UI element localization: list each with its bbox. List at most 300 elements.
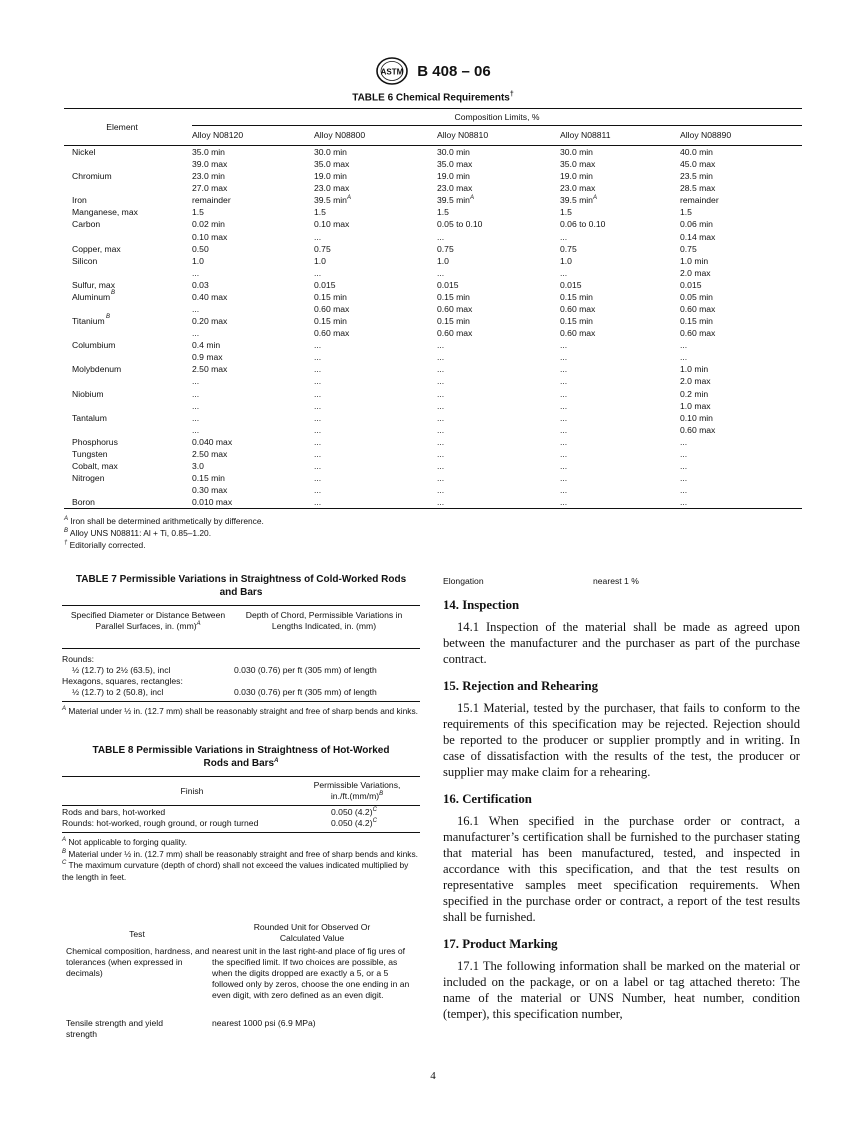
header-text: Specified Diameter or Distance Between Parallel Surfaces, in. (mm) [70, 610, 226, 631]
composition-cell [437, 448, 444, 460]
table7-value: 0.030 (0.76) per ft (305 mm) of length [234, 687, 377, 697]
composition-cell [680, 424, 715, 436]
cell-value: 0.75 [314, 243, 331, 254]
cell-value: ... [680, 448, 688, 459]
cell-value: ... [437, 231, 445, 242]
table7-title: TABLE 7 Permissible Variations in Straightness of Cold-Worked Rods and Bars [75, 574, 407, 598]
cell-value: 35.0 max [314, 159, 350, 170]
composition-cell [680, 170, 713, 182]
section-heading: 15. Rejection and Rehearing [443, 679, 598, 693]
table8-finish: Rods and bars, hot-worked [62, 807, 166, 817]
composition-cell [314, 448, 321, 460]
table7 [62, 573, 420, 718]
cell-value: ... [192, 328, 200, 339]
table-row [64, 158, 802, 170]
rounding-test: Tensile strength and yield strength [66, 1018, 163, 1039]
cell-value: ... [680, 340, 688, 351]
table7-header [62, 605, 420, 649]
cell-value: ... [314, 412, 322, 423]
cell-value: 0.20 max [192, 316, 228, 327]
cell-value: 0.15 min [437, 291, 470, 302]
cell-value: 1.0 [314, 255, 326, 266]
table7-col1-header [66, 610, 230, 632]
cell-value: 0.60 max [437, 304, 473, 315]
composition-cell [192, 412, 199, 424]
table-row [64, 375, 802, 387]
element-name: Iron [72, 195, 87, 206]
cell-value: ... [192, 376, 200, 387]
composition-cell [314, 363, 321, 375]
cell-value: 0.015 [437, 279, 459, 290]
table8-title [62, 744, 420, 770]
page-header [0, 56, 866, 86]
table-row [64, 303, 802, 315]
cell-value: ... [437, 352, 445, 363]
composition-cell [192, 243, 209, 255]
table-row [64, 484, 802, 496]
table-row [64, 339, 802, 351]
composition-cell [192, 170, 225, 182]
section-paragraph: 14.1 Inspection of the material shall be made as agreed upon between the manufacturer and the purchaser as part of the purchase contract. [443, 620, 800, 666]
element-name: Nitrogen [72, 473, 105, 484]
table-row [64, 267, 802, 279]
table-row [64, 279, 802, 291]
value-text: 0.050 (4.2) [331, 818, 373, 828]
composition-cell [560, 218, 605, 230]
cell-value: 0.15 min [314, 316, 347, 327]
composition-cell [314, 388, 321, 400]
cell-value: 1.0 min [680, 364, 709, 375]
cell-value: 1.0 [560, 255, 572, 266]
table8-col1-header: Finish [180, 786, 204, 796]
composition-cell [437, 327, 472, 339]
composition-cell [192, 231, 227, 243]
table8-value [331, 807, 377, 818]
composition-cell [437, 424, 444, 436]
composition-cell [437, 351, 444, 363]
cell-value: 0.60 max [680, 328, 716, 339]
cell-value: 30.0 min [560, 147, 593, 157]
cell-value: 1.5 [437, 207, 449, 218]
composition-cell [192, 339, 220, 351]
cell-value: 35.0 max [437, 159, 473, 170]
composition-cell [192, 255, 204, 267]
element-column-header: Element [106, 122, 138, 132]
composition-cell [314, 146, 347, 158]
table6-header [64, 109, 802, 146]
composition-header: Composition Limits, % [192, 110, 802, 126]
composition-cell [560, 496, 567, 508]
footnote-text: Editorially corrected. [67, 540, 146, 550]
cell-value: 23.0 max [560, 183, 596, 194]
footnote-mark: A [469, 195, 474, 202]
cell-value: 1.5 [192, 207, 204, 218]
cell-value: ... [437, 461, 445, 472]
element-name: Cobalt, max [72, 461, 118, 472]
composition-cell [437, 339, 444, 351]
cell-value: 35.0 min [192, 147, 225, 157]
composition-cell [680, 448, 687, 460]
composition-cell [314, 436, 321, 448]
cell-value: 39.5 min [560, 195, 593, 206]
composition-cell [680, 388, 708, 400]
composition-cell [680, 279, 702, 291]
cell-value: ... [314, 267, 322, 278]
rounding-value: nearest unit in the last right-and place of fig ures of the specified limit. If two choices are possible, as when the digits dropped are exactly a 5, or a 5 followed only by zeros, choose the one ending in an even digit, with zero defined as an even digit. [212, 946, 410, 1000]
cell-value: 0.9 max [192, 352, 223, 363]
cell-value: 0.02 min [192, 219, 225, 230]
composition-cell [314, 279, 336, 291]
composition-cell [560, 303, 595, 315]
composition-cell [560, 206, 572, 218]
composition-cell [680, 375, 711, 387]
cell-value: ... [560, 412, 568, 423]
cell-value: ... [192, 304, 200, 315]
cell-value: ... [560, 473, 568, 484]
rounding-test: Elongation [443, 576, 484, 586]
composition-cell [192, 436, 232, 448]
composition-cell [314, 375, 321, 387]
cell-value: ... [437, 388, 445, 399]
composition-cell [680, 327, 715, 339]
cell-value: 19.0 min [437, 171, 470, 182]
table8-note [62, 849, 420, 861]
cell-value: 0.60 max [314, 304, 350, 315]
element-name: Tungsten [72, 448, 108, 459]
composition-cell [437, 303, 472, 315]
composition-cell [314, 339, 321, 351]
composition-cell [192, 182, 227, 194]
composition-cell [680, 460, 687, 472]
cell-value: ... [560, 448, 568, 459]
cell-value: ... [314, 352, 322, 363]
footnote-mark: C [62, 860, 67, 866]
composition-cell [437, 412, 444, 424]
cell-value: ... [560, 400, 568, 411]
cell-value: ... [680, 473, 688, 484]
composition-cell [314, 400, 321, 412]
cell-value: ... [680, 461, 688, 472]
table8-value [331, 818, 377, 829]
composition-cell [192, 303, 199, 315]
cell-value: 23.5 min [680, 171, 713, 182]
table-row [64, 206, 802, 218]
composition-cell [437, 218, 482, 230]
cell-value: 23.0 min [192, 171, 225, 182]
footnote-mark: † [64, 540, 68, 546]
cell-value: 0.60 max [680, 304, 716, 315]
rounding-col1-header: Test [129, 929, 145, 939]
cell-value: 40.0 min [680, 147, 713, 157]
cell-value: ... [437, 376, 445, 387]
cell-value: 1.0 [192, 255, 204, 266]
cell-value: 27.0 max [192, 183, 228, 194]
composition-cell [680, 243, 697, 255]
cell-value: ... [560, 436, 568, 447]
composition-cell [560, 412, 567, 424]
table-row [64, 194, 802, 206]
rounding-value: nearest 1 % [593, 576, 639, 586]
composition-cell [192, 194, 231, 206]
cell-value: 28.5 max [680, 183, 716, 194]
section-paragraph: 17.1 The following information shall be marked on the material or included on the package, or on a label or tag attached thereto: The name of the material or UNS Number, heat number, condition (temper), this specification number, [443, 959, 800, 1021]
composition-cell [680, 182, 715, 194]
composition-cell [437, 182, 472, 194]
table-row [64, 400, 802, 412]
table7-col2-header: Depth of Chord, Permissible Variations in Lengths Indicated, in. (mm) [245, 610, 403, 631]
table-row [64, 182, 802, 194]
cell-value: ... [680, 436, 688, 447]
composition-cell [437, 255, 449, 267]
cell-value: 0.15 min [560, 316, 593, 327]
cell-value: 1.5 [314, 207, 326, 218]
cell-value: 0.15 min [437, 316, 470, 327]
footnote-mark: A [64, 516, 69, 522]
composition-cell [437, 267, 444, 279]
cell-value: ... [560, 497, 568, 508]
cell-value: ... [437, 473, 445, 484]
cell-value: 0.30 max [192, 485, 228, 496]
table-row [64, 327, 802, 339]
cell-value: ... [314, 231, 322, 242]
cell-value: ... [560, 485, 568, 496]
alloy-header: Alloy N08811 [560, 130, 611, 140]
composition-cell [680, 206, 692, 218]
cell-value: 45.0 max [680, 159, 716, 170]
cell-value: ... [314, 400, 322, 411]
cell-value: ... [314, 448, 322, 459]
composition-cell [192, 267, 199, 279]
composition-cell [680, 412, 713, 424]
cell-value: ... [314, 340, 322, 351]
composition-cell [192, 315, 227, 327]
composition-cell [192, 400, 199, 412]
astm-logo-icon [375, 56, 409, 86]
composition-cell [192, 472, 225, 484]
cell-value: 2.0 max [680, 376, 711, 387]
composition-cell [314, 291, 347, 303]
composition-cell [680, 363, 708, 375]
cell-value: 0.015 [560, 279, 582, 290]
footnote-mark: A [274, 758, 279, 764]
footnote-mark: B [64, 528, 69, 534]
composition-cell [437, 472, 444, 484]
composition-cell [680, 303, 715, 315]
composition-cell [680, 267, 711, 279]
section-heading: 16. Certification [443, 792, 532, 806]
element-name: Carbon [72, 219, 101, 230]
cell-value: ... [560, 267, 568, 278]
composition-cell [680, 484, 687, 496]
cell-value: ... [560, 376, 568, 387]
composition-cell [314, 472, 321, 484]
table6-note [64, 527, 264, 539]
composition-cell [680, 400, 711, 412]
cell-value: 0.2 min [680, 388, 709, 399]
table-row [64, 231, 802, 243]
section-paragraph: 16.1 When specified in the purchase order or contract, a manufacturer’s certification shall be furnished to the purchaser stating that material has been manufactured, tested, and inspected in accordance with this specification, and that the test results on representative samples meet specification requirements. When specified in the purchase order or contract, a report of the test results shall be furnished. [443, 814, 800, 924]
cell-value: 2.50 max [192, 364, 228, 375]
table6 [64, 108, 802, 509]
cell-value: 0.15 min [680, 316, 713, 327]
cell-value: 0.015 [314, 279, 336, 290]
alloy-header: Alloy N08800 [314, 130, 366, 140]
composition-cell [560, 255, 572, 267]
element-name: Boron [72, 497, 95, 508]
composition-cell [314, 351, 321, 363]
cell-value: ... [314, 424, 322, 435]
table8-header [62, 776, 420, 806]
alloy-header: Alloy N08890 [680, 130, 732, 140]
composition-cell [314, 194, 351, 206]
cell-value: 19.0 min [560, 171, 593, 182]
composition-cell [437, 279, 459, 291]
composition-cell [192, 279, 209, 291]
cell-value: 23.0 max [314, 183, 350, 194]
element-name: Sulfur, max [72, 279, 115, 290]
composition-cell [680, 255, 708, 267]
cell-value: 39.5 min [314, 195, 347, 206]
cell-value: ... [437, 412, 445, 423]
composition-cell [437, 206, 449, 218]
composition-cell [560, 267, 567, 279]
element-name: Tantalum [72, 412, 107, 423]
cell-value: ... [437, 424, 445, 435]
element-name: Silicon [72, 255, 98, 266]
cell-value: ... [437, 364, 445, 375]
cell-value: 0.40 max [192, 291, 228, 302]
element-name: Titanium [72, 316, 105, 327]
cell-value: ... [680, 497, 688, 508]
element-name: Manganese, max [72, 207, 138, 218]
composition-cell [437, 400, 444, 412]
cell-value: 0.03 [192, 279, 209, 290]
table-row [64, 363, 802, 375]
composition-cell [560, 291, 593, 303]
rounding-row-elongation [443, 572, 800, 586]
table-row [64, 243, 802, 255]
cell-value: 39.0 max [192, 159, 228, 170]
cell-value: 0.10 max [314, 219, 350, 230]
cell-value: 0.60 max [437, 328, 473, 339]
composition-cell [437, 436, 444, 448]
composition-cell [192, 375, 199, 387]
composition-cell [314, 182, 349, 194]
table-row [64, 351, 802, 363]
composition-cell [437, 291, 470, 303]
cell-value: ... [437, 400, 445, 411]
cell-value: 0.06 to 0.10 [560, 219, 606, 230]
page-number: 4 [430, 1070, 436, 1082]
table-row [64, 436, 802, 448]
table-row [64, 255, 802, 267]
cell-value: ... [680, 352, 688, 363]
table8-finish: Rounds: hot-worked, rough ground, or rough turned [62, 818, 259, 828]
cell-value: 23.0 max [437, 183, 473, 194]
composition-cell [560, 363, 567, 375]
table-row [64, 496, 802, 508]
composition-cell [314, 243, 331, 255]
composition-cell [437, 194, 474, 206]
composition-cell [192, 218, 225, 230]
composition-cell [437, 170, 470, 182]
cell-value: ... [192, 424, 200, 435]
composition-cell [560, 436, 567, 448]
element-name: Nickel [72, 147, 96, 157]
cell-value: 2.50 max [192, 448, 228, 459]
composition-cell [437, 315, 470, 327]
composition-cell [437, 375, 444, 387]
cell-value: 0.60 max [314, 328, 350, 339]
table8-body [62, 806, 420, 830]
footnote-text: Material under ½ in. (12.7 mm) shall be reasonably straight and free of sharp bends and kinks. [66, 706, 418, 716]
header-text-unit [292, 791, 422, 802]
cell-value: 0.60 max [560, 304, 596, 315]
table7-size: ½ (12.7) to 2½ (63.5), incl [72, 665, 171, 675]
cell-value: ... [192, 400, 200, 411]
composition-cell [314, 327, 349, 339]
composition-cell [560, 400, 567, 412]
cell-value: 39.5 min [437, 195, 470, 206]
composition-cell [314, 267, 321, 279]
cell-value: 0.05 to 0.10 [437, 219, 483, 230]
cell-value: ... [192, 267, 200, 278]
element-name: Aluminum [72, 291, 111, 302]
table-row [64, 146, 802, 158]
cell-value: 0.4 min [192, 340, 221, 351]
cell-value: ... [437, 497, 445, 508]
section-paragraph: 15.1 Material, tested by the purchaser, that fails to conform to the requirements of this specification may be rejected. Rejection should be reported to the producer or supplier promptly and in writing. In case of dissatisfaction with the results of the test, the producer or supplier may make claim for a rehearing. [443, 701, 800, 779]
composition-cell [560, 472, 567, 484]
cell-value: ... [314, 485, 322, 496]
table8-col2-header [292, 780, 422, 802]
right-column [443, 572, 800, 1022]
composition-cell [560, 158, 595, 170]
title-text: TABLE 8 Permissible Variations in Straightness of Hot-Worked Rods and Bars [92, 745, 390, 769]
composition-cell [192, 351, 223, 363]
cell-value: 0.10 min [680, 412, 713, 423]
standard-designation: B 408 – 06 [417, 62, 491, 80]
cell-value: 0.60 max [560, 328, 596, 339]
footnote-text: Alloy UNS N08811: Al + Ti, 0.85–1.20. [68, 528, 212, 538]
table-row: Titanium B 0.20 max 0.15 min 0.15 min 0.15 min 0.15 min [72, 314, 713, 327]
footnote-text: Iron shall be determined arithmetically by difference. [68, 516, 264, 526]
cell-value: 3.0 [192, 461, 204, 472]
cell-value: ... [314, 473, 322, 484]
cell-value: ... [314, 388, 322, 399]
cell-value: 19.0 min [314, 171, 347, 182]
composition-cell [314, 424, 321, 436]
composition-cell [560, 279, 582, 291]
rounding-col2-header: Rounded Unit for Observed Or Calculated Value [253, 922, 371, 943]
cell-value: 2.0 max [680, 267, 711, 278]
composition-cell [680, 158, 715, 170]
composition-cell [192, 158, 227, 170]
composition-cell [314, 484, 321, 496]
cell-value: 0.040 max [192, 436, 233, 447]
composition-cell [437, 158, 472, 170]
cell-value: ... [560, 461, 568, 472]
cell-value: ... [314, 461, 322, 472]
table6-note [64, 515, 264, 527]
table8 [62, 744, 420, 883]
composition-cell [192, 327, 199, 339]
composition-cell [192, 291, 227, 303]
cell-value: remainder [680, 195, 719, 206]
table-row [64, 448, 802, 460]
cell-value: 0.60 max [680, 424, 716, 435]
cell-value: 1.0 min [680, 255, 709, 266]
